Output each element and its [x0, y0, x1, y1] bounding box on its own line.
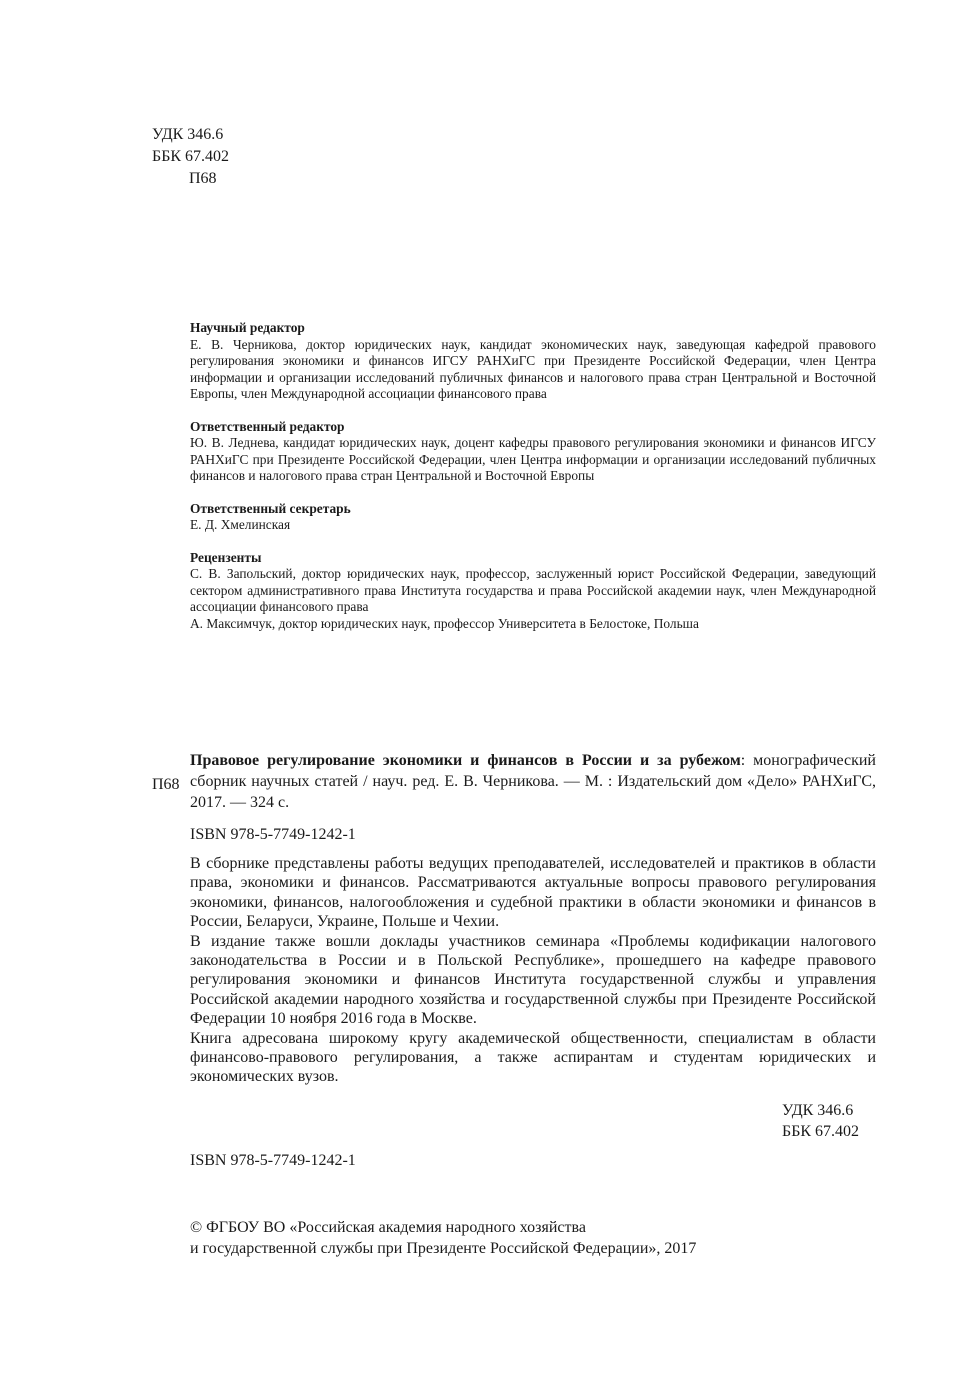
reviewer-text: А. Максимчук, доктор юридических наук, профессор Университета в Белостоке, Польша: [190, 615, 699, 631]
credit-text: Е. Д. Хмелинская: [190, 517, 291, 532]
isbn-bottom: ISBN 978-5-7749-1242-1: [190, 1152, 356, 1169]
classification-codes: [152, 124, 229, 190]
abstract-paragraph: В сборнике представлены работы ведущих преподавателей, исследователей и практиков в области права, экономики и финансов. Рассматриваются актуальные вопросы правового регулирования экономики, финансов, налогообложения и судебной практики в области экономики и финансов в России, Беларуси, Украине, Польше и Чехии.: [190, 855, 876, 931]
bbk-code: ББК 67.402: [152, 148, 230, 165]
udk-code: УДК 346.6: [152, 126, 224, 143]
copyright-line: © ФГБОУ ВО «Российская академия народного хозяйства: [190, 1219, 586, 1236]
abstract: [190, 854, 876, 1087]
isbn-top: ISBN 978-5-7749-1242-1: [190, 826, 356, 843]
credit-heading: Ответственный редактор: [190, 418, 345, 434]
abstract-paragraph: Книга адресована широкому кругу академической общественности, специалистам в области финансово-правового регулирования, а также аспирантам и студентам юридических и экономических вузов.: [190, 1029, 876, 1086]
book-title: Правовое регулирование экономики и финансов в России и за рубежом: [190, 752, 741, 769]
credit-text: Е. В. Черникова, доктор юридических наук, кандидат экономических наук, заведующая кафедрой правового регулирования экономики и финансов ИГСУ РАНХиГС при Президенте Российской Федерации, член Центра информации и организации исследований публичных финансов и налогового права стран Центральной и Восточной Европы, член Международной ассоциации финансового права: [190, 336, 876, 401]
responsible-editor-block: [190, 419, 876, 485]
author-mark: П68: [189, 170, 217, 187]
bbk-code: ББК 67.402: [782, 1123, 860, 1140]
scientific-editor-block: [190, 320, 876, 403]
reviewer-text: С. В. Запольский, доктор юридических наук, профессор, заслуженный юрист Российской Федерации, заведующий сектором административного права Института государства и права Российской академии наук, член Международной ассоциации финансового права: [190, 566, 876, 614]
udk-code: УДК 346.6: [782, 1102, 854, 1119]
credits-section: [190, 320, 876, 648]
copyright: [190, 1217, 696, 1259]
book-description: : монографический сборник научных статей / науч. ред. Е. В. Черникова. — М. : Издательский дом «Дело» РАНХиГС, 2017. — 324 с.: [190, 752, 876, 811]
credit-heading: Ответственный секретарь: [190, 500, 351, 516]
reviewers-block: [190, 550, 876, 633]
credit-heading: Научный редактор: [190, 320, 305, 335]
credit-heading: Рецензенты: [190, 549, 262, 565]
credit-text: Ю. В. Леднева, кандидат юридических наук, доцент кафедры правового регулирования экономики и финансов ИГСУ РАНХиГС при Президенте Российской Федерации, член Центра информации и организации исследований публичных финансов и налогового права стран Центральной и Восточной Европы: [190, 435, 876, 483]
copyright-line: и государственной службы при Президенте Российской Федерации», 2017: [190, 1240, 697, 1257]
classification-codes-bottom: [782, 1100, 859, 1142]
bibliographic-record: [190, 750, 876, 813]
bib-margin-mark: П68: [152, 776, 180, 793]
responsible-secretary-block: [190, 501, 876, 534]
abstract-paragraph: В издание также вошли доклады участников семинара «Проблемы кодификации налогового законодательства в России и в Польской Республике», прошедшего на кафедре правового регулирования экономики и финансов Института государственной службы и управления Российской академии народного хозяйства и государственной службы при Президенте Российской Федерации 10 ноября 2016 года в Москве.: [190, 932, 876, 1028]
